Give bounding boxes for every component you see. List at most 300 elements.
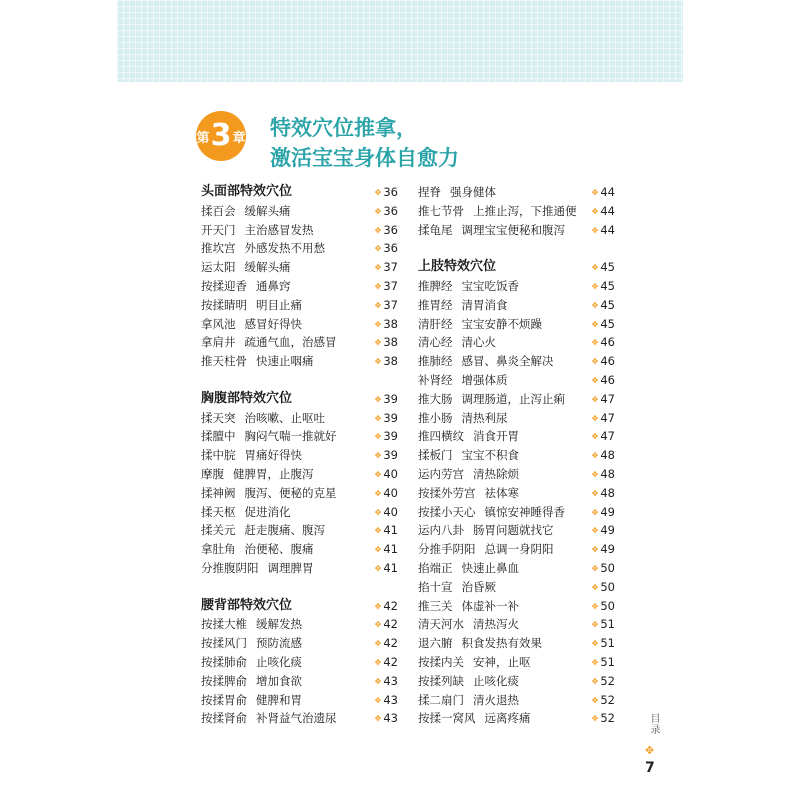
entry-name: 推天柱骨 bbox=[201, 354, 247, 369]
page-number-text: 41 bbox=[383, 523, 398, 538]
entry-description: 胸闷气喘一推就好 bbox=[244, 429, 337, 444]
toc-entry[interactable] bbox=[418, 653, 615, 672]
entry-description: 镇惊安神睡得香 bbox=[484, 504, 565, 519]
diamond-icon: ✥ bbox=[591, 639, 599, 649]
entry-description: 感冒好得快 bbox=[244, 316, 302, 331]
diamond-icon: ✥ bbox=[374, 451, 382, 461]
toc-entry[interactable] bbox=[418, 540, 615, 559]
entry-name: 推胃经 bbox=[418, 297, 453, 312]
page-number-text: 42 bbox=[383, 654, 398, 669]
toc-entry[interactable] bbox=[201, 615, 398, 634]
entry-page bbox=[592, 202, 615, 222]
diamond-icon: ✥ bbox=[374, 620, 382, 630]
spacer bbox=[201, 371, 398, 390]
entry-description: 调理肠道，止泻止痢 bbox=[461, 391, 565, 406]
toc-entry[interactable] bbox=[418, 296, 615, 315]
toc-entry[interactable] bbox=[201, 239, 398, 258]
diamond-icon: ✥ bbox=[374, 601, 382, 611]
entry-description: 预防流感 bbox=[256, 636, 302, 651]
diamond-icon: ✥ bbox=[374, 394, 382, 404]
page-number-text: 49 bbox=[600, 523, 615, 538]
page-number-text: 50 bbox=[600, 598, 615, 613]
entry-page bbox=[375, 352, 398, 372]
page-number-text: 45 bbox=[600, 297, 615, 312]
entry-name: 清天河水 bbox=[418, 617, 464, 632]
entry-page bbox=[375, 239, 398, 259]
page-number-text: 52 bbox=[600, 673, 615, 688]
entry-page bbox=[592, 578, 615, 598]
entry-page bbox=[375, 559, 398, 579]
diamond-icon: ✥ bbox=[591, 357, 599, 367]
entry-description: 治便秘、腹痛 bbox=[244, 542, 314, 557]
page-number-text: 52 bbox=[600, 692, 615, 707]
entry-description: 调理宝宝便秘和腹泻 bbox=[461, 222, 565, 237]
entry-name: 补肾经 bbox=[418, 372, 453, 387]
entry-page bbox=[592, 691, 615, 711]
entry-description: 胃痛好得快 bbox=[244, 448, 302, 463]
entry-name: 推三关 bbox=[418, 598, 453, 613]
diamond-icon: ✥ bbox=[591, 451, 599, 461]
page-number-text: 36 bbox=[383, 222, 398, 237]
entry-description: 祛体寒 bbox=[484, 485, 519, 500]
entry-description: 缓解发热 bbox=[256, 617, 302, 632]
toc-entry[interactable] bbox=[201, 540, 398, 559]
page-number-text: 38 bbox=[383, 316, 398, 331]
diamond-icon: ✥ bbox=[591, 657, 599, 667]
entry-page bbox=[592, 352, 615, 372]
toc-entry[interactable] bbox=[418, 446, 615, 465]
toc-entry[interactable] bbox=[418, 597, 615, 616]
entry-description: 体虚补一补 bbox=[461, 598, 519, 613]
diamond-icon: ✥ bbox=[374, 676, 382, 686]
diamond-icon: ✥ bbox=[374, 225, 382, 235]
entry-page bbox=[375, 221, 398, 241]
entry-description: 健脾胃，止腹泻 bbox=[233, 466, 314, 481]
entry-page bbox=[375, 427, 398, 447]
diamond-icon: ✥ bbox=[374, 714, 382, 724]
entry-description: 止咳化痰 bbox=[473, 673, 519, 688]
diamond-icon: ✥ bbox=[591, 695, 599, 705]
toc-entry[interactable] bbox=[201, 352, 398, 371]
page-number-text: 45 bbox=[600, 260, 615, 275]
entry-name: 按揉睛明 bbox=[201, 297, 247, 312]
page-number-text: 47 bbox=[600, 391, 615, 406]
diamond-icon: ✥ bbox=[591, 432, 599, 442]
chapter-title-line1: 特效穴位推拿， bbox=[270, 116, 417, 140]
entry-name: 按揉一窝风 bbox=[418, 711, 476, 726]
page-number-text: 42 bbox=[383, 617, 398, 632]
toc-entry[interactable] bbox=[201, 221, 398, 240]
toc-section-heading[interactable] bbox=[201, 183, 398, 202]
diamond-icon: ✥ bbox=[591, 281, 599, 291]
entry-page bbox=[375, 672, 398, 692]
entry-description: 外感发热不用愁 bbox=[244, 241, 325, 256]
entry-page bbox=[592, 390, 615, 410]
entry-page bbox=[375, 540, 398, 560]
entry-name: 推脾经 bbox=[418, 278, 453, 293]
entry-name: 按揉肾俞 bbox=[201, 711, 247, 726]
entry-page bbox=[592, 521, 615, 541]
diamond-icon: ✥ bbox=[374, 244, 382, 254]
entry-description: 清热利尿 bbox=[461, 410, 508, 425]
entry-page bbox=[375, 202, 398, 222]
toc-entry[interactable] bbox=[418, 427, 615, 446]
entry-name: 揉中脘 bbox=[201, 448, 236, 463]
diamond-icon: ✥ bbox=[591, 300, 599, 310]
toc-entry[interactable] bbox=[201, 521, 398, 540]
entry-page bbox=[592, 183, 615, 203]
diamond-icon: ✥ bbox=[374, 357, 382, 367]
header-pattern-band bbox=[117, 0, 683, 82]
entry-description: 清热泻火 bbox=[473, 617, 519, 632]
diamond-icon: ✥ bbox=[591, 714, 599, 724]
page-number-text: 38 bbox=[383, 354, 398, 369]
section-title: 腰背部特效穴位 bbox=[201, 597, 293, 613]
entry-name: 揉天突 bbox=[201, 410, 236, 425]
page-number-text: 47 bbox=[600, 410, 615, 425]
entry-page bbox=[375, 315, 398, 335]
entry-description: 肠胃问题就找它 bbox=[473, 523, 554, 538]
toc-left-column bbox=[201, 183, 398, 728]
section-title: 上肢特效穴位 bbox=[418, 259, 497, 275]
entry-name: 揉神阙 bbox=[201, 485, 236, 500]
page-number-text: 47 bbox=[600, 429, 615, 444]
entry-description: 安神，止呕 bbox=[473, 654, 531, 669]
entry-page bbox=[375, 521, 398, 541]
entry-description: 消食开胃 bbox=[473, 429, 519, 444]
page-number-text: 51 bbox=[600, 636, 615, 651]
toc-entry[interactable] bbox=[418, 691, 615, 710]
toc-entry[interactable] bbox=[201, 559, 398, 578]
diamond-icon: ✥ bbox=[374, 639, 382, 649]
diamond-icon: ✥ bbox=[374, 469, 382, 479]
page-number-text: 50 bbox=[600, 579, 615, 594]
toc-entry[interactable] bbox=[201, 709, 398, 728]
page-number-text: 41 bbox=[383, 560, 398, 575]
entry-name: 按揉列缺 bbox=[418, 673, 464, 688]
entry-page bbox=[592, 465, 615, 485]
diamond-icon: ✥ bbox=[374, 319, 382, 329]
diamond-icon: ✥ bbox=[591, 225, 599, 235]
toc-section-heading[interactable] bbox=[201, 390, 398, 409]
entry-page bbox=[592, 709, 615, 729]
toc-entry[interactable] bbox=[201, 427, 398, 446]
entry-name: 分推手阴阳 bbox=[418, 542, 476, 557]
toc-entry[interactable] bbox=[201, 503, 398, 522]
diamond-icon: ✥ bbox=[591, 545, 599, 555]
page-number-text: 37 bbox=[383, 278, 398, 293]
page-number-text: 46 bbox=[600, 335, 615, 350]
entry-page bbox=[375, 296, 398, 316]
entry-description: 远离疼痛 bbox=[484, 711, 531, 726]
entry-description: 明目止痛 bbox=[256, 297, 302, 312]
entry-name: 按揉内关 bbox=[418, 654, 464, 669]
toc-entry[interactable] bbox=[418, 634, 615, 653]
entry-name: 推大肠 bbox=[418, 391, 453, 406]
entry-page bbox=[375, 446, 398, 466]
toc-entry[interactable] bbox=[201, 315, 398, 334]
page-number-text: 48 bbox=[600, 448, 615, 463]
entry-page bbox=[592, 653, 615, 673]
toc-right-column bbox=[418, 183, 615, 728]
entry-name: 揉天枢 bbox=[201, 504, 236, 519]
diamond-icon: ✥ bbox=[374, 563, 382, 573]
toc-entry[interactable] bbox=[418, 672, 615, 691]
entry-page bbox=[375, 615, 398, 635]
toc-entry[interactable] bbox=[418, 709, 615, 728]
toc-entry[interactable] bbox=[201, 634, 398, 653]
entry-description: 清火退热 bbox=[473, 692, 519, 707]
entry-page bbox=[375, 691, 398, 711]
entry-page bbox=[375, 484, 398, 504]
chapter-prefix: 第 bbox=[196, 130, 210, 146]
page-number-text: 43 bbox=[383, 692, 398, 707]
chapter-number: 3 bbox=[210, 118, 232, 153]
toc-entry[interactable] bbox=[201, 484, 398, 503]
diamond-icon: ✥ bbox=[374, 338, 382, 348]
page-number-text: 46 bbox=[600, 372, 615, 387]
entry-page bbox=[592, 333, 615, 353]
toc-entry[interactable] bbox=[201, 277, 398, 296]
entry-description: 调理脾胃 bbox=[267, 560, 314, 575]
entry-description: 感冒、鼻炎全解决 bbox=[461, 354, 554, 369]
entry-name: 按揉脾俞 bbox=[201, 673, 247, 688]
entry-page bbox=[375, 390, 398, 410]
page-number-text: 51 bbox=[600, 617, 615, 632]
entry-description: 治咳嗽、止呕吐 bbox=[244, 410, 325, 425]
page-number-text: 44 bbox=[600, 185, 615, 199]
entry-page bbox=[592, 540, 615, 560]
entry-description: 总调一身阴阳 bbox=[484, 542, 554, 557]
entry-description: 止咳化痰 bbox=[256, 654, 302, 669]
diamond-icon: ✥ bbox=[374, 281, 382, 291]
entry-description: 补肾益气治遗尿 bbox=[256, 711, 337, 726]
toc-entry[interactable] bbox=[201, 691, 398, 710]
entry-name: 退六腑 bbox=[418, 636, 453, 651]
toc-entry[interactable] bbox=[418, 333, 615, 352]
entry-description: 清心火 bbox=[461, 335, 496, 350]
diamond-icon: ✥ bbox=[374, 507, 382, 517]
entry-description: 积食发热有效果 bbox=[461, 636, 542, 651]
entry-description: 主治感冒发热 bbox=[244, 222, 314, 237]
entry-name: 揉关元 bbox=[201, 523, 236, 538]
entry-page bbox=[592, 484, 615, 504]
diamond-icon: ✥ bbox=[591, 469, 599, 479]
entry-page bbox=[375, 258, 398, 278]
page-number-text: 37 bbox=[383, 297, 398, 312]
toc-entry[interactable] bbox=[201, 672, 398, 691]
entry-page bbox=[592, 672, 615, 692]
entry-name: 摩腹 bbox=[201, 466, 224, 481]
page-number-text: 37 bbox=[383, 260, 398, 275]
entry-name: 揉龟尾 bbox=[418, 222, 453, 237]
page-number-text: 40 bbox=[383, 485, 398, 500]
entry-page bbox=[375, 333, 398, 353]
spacer bbox=[418, 239, 615, 258]
entry-page bbox=[592, 277, 615, 297]
page-number-text: 49 bbox=[600, 504, 615, 519]
entry-page bbox=[375, 597, 398, 617]
chapter-title-line2: 激活宝宝身体自愈力 bbox=[270, 146, 459, 170]
toc-entry[interactable] bbox=[418, 277, 615, 296]
entry-name: 运内劳宫 bbox=[418, 466, 464, 481]
toc-entry[interactable] bbox=[418, 503, 615, 522]
toc-entry[interactable] bbox=[201, 409, 398, 428]
page-number-text: 48 bbox=[600, 466, 615, 481]
entry-name: 揉板门 bbox=[418, 448, 453, 463]
entry-page bbox=[592, 371, 615, 391]
diamond-icon: ✥ bbox=[374, 206, 382, 216]
page-number-text: 45 bbox=[600, 278, 615, 293]
toc-entry[interactable] bbox=[418, 315, 615, 334]
entry-description: 强身健体 bbox=[450, 185, 496, 199]
diamond-icon: ✥ bbox=[591, 582, 599, 592]
page-number-text: 50 bbox=[600, 560, 615, 575]
entry-name: 分推腹阴阳 bbox=[201, 560, 259, 575]
diamond-icon: ✥ bbox=[591, 338, 599, 348]
page-number-text: 39 bbox=[383, 410, 398, 425]
diamond-icon: ✥ bbox=[591, 601, 599, 611]
entry-name: 推四横纹 bbox=[418, 429, 464, 444]
toc-entry[interactable] bbox=[201, 653, 398, 672]
entry-name: 清肝经 bbox=[418, 316, 453, 331]
chapter-badge bbox=[196, 111, 246, 161]
entry-description: 增加食欲 bbox=[256, 673, 302, 688]
diamond-icon: ✥ bbox=[374, 263, 382, 273]
section-title: 胸腹部特效穴位 bbox=[201, 390, 293, 406]
entry-page bbox=[592, 221, 615, 241]
toc-entry[interactable] bbox=[418, 484, 615, 503]
page-number-text: 43 bbox=[383, 711, 398, 726]
page-number: 7 bbox=[645, 760, 655, 776]
toc-entry[interactable] bbox=[418, 371, 615, 390]
entry-name: 推肺经 bbox=[418, 354, 453, 369]
entry-name: 捏脊 bbox=[418, 185, 441, 199]
entry-page bbox=[375, 709, 398, 729]
entry-page bbox=[375, 183, 398, 203]
entry-name: 推坎宫 bbox=[201, 241, 236, 256]
diamond-icon: ✥ bbox=[591, 375, 599, 385]
entry-description: 清热除烦 bbox=[473, 466, 519, 481]
diamond-icon: ✥ bbox=[374, 526, 382, 536]
page-number-text: 38 bbox=[383, 335, 398, 350]
diamond-icon: ✥ bbox=[591, 620, 599, 630]
entry-page bbox=[592, 409, 615, 429]
entry-name: 按揉小天心 bbox=[418, 504, 476, 519]
entry-description: 疏通气血，治感冒 bbox=[244, 335, 337, 350]
entry-name: 推七节骨 bbox=[418, 203, 464, 218]
toc-entry[interactable] bbox=[418, 559, 615, 578]
page-number-text: 36 bbox=[383, 203, 398, 218]
entry-name: 按揉大椎 bbox=[201, 617, 247, 632]
entry-name: 清心经 bbox=[418, 335, 453, 350]
entry-description: 促进消化 bbox=[244, 504, 291, 519]
entry-description: 腹泻、便秘的克星 bbox=[244, 485, 337, 500]
entry-name: 掐端正 bbox=[418, 560, 453, 575]
toc-entry[interactable] bbox=[418, 183, 615, 202]
entry-name: 按揉风门 bbox=[201, 636, 247, 651]
diamond-icon: ✥ bbox=[591, 206, 599, 216]
page-number-text: 44 bbox=[600, 222, 615, 237]
toc-entry[interactable] bbox=[201, 465, 398, 484]
entry-description: 缓解头痛 bbox=[244, 260, 291, 275]
toc-entry[interactable] bbox=[201, 258, 398, 277]
entry-name: 揉百会 bbox=[201, 203, 236, 218]
entry-description: 宝宝吃饭香 bbox=[461, 278, 519, 293]
toc-entry[interactable] bbox=[201, 446, 398, 465]
diamond-icon: ✥ bbox=[591, 526, 599, 536]
diamond-icon: ✥ bbox=[591, 319, 599, 329]
page-number-text: 43 bbox=[383, 673, 398, 688]
toc-entry[interactable] bbox=[418, 390, 615, 409]
page-number-text: 46 bbox=[600, 354, 615, 369]
entry-page bbox=[375, 465, 398, 485]
entry-description: 上推止泻，下推通便 bbox=[473, 203, 577, 218]
entry-description: 快速止鼻血 bbox=[461, 560, 519, 575]
diamond-icon: ✥ bbox=[591, 188, 599, 197]
entry-name: 拿肚角 bbox=[201, 542, 236, 557]
diamond-icon: ✥ bbox=[374, 188, 382, 197]
entry-page bbox=[592, 446, 615, 466]
diamond-icon: ✥ bbox=[374, 413, 382, 423]
toc-entry[interactable] bbox=[418, 578, 615, 597]
entry-page bbox=[592, 315, 615, 335]
entry-page bbox=[375, 634, 398, 654]
toc-section-heading[interactable] bbox=[201, 597, 398, 616]
entry-name: 运内八卦 bbox=[418, 523, 464, 538]
diamond-icon: ✥ bbox=[374, 300, 382, 310]
entry-description: 健脾和胃 bbox=[256, 692, 302, 707]
page-number-text: 45 bbox=[600, 316, 615, 331]
diamond-icon: ✥ bbox=[591, 563, 599, 573]
section-title: 头面部特效穴位 bbox=[201, 184, 293, 199]
toc-entry[interactable] bbox=[418, 465, 615, 484]
entry-description: 治昏厥 bbox=[461, 579, 496, 594]
diamond-icon: ✥ bbox=[645, 744, 655, 757]
entry-page bbox=[375, 409, 398, 429]
toc-entry[interactable] bbox=[418, 352, 615, 371]
toc-entry[interactable] bbox=[201, 333, 398, 352]
entry-page bbox=[592, 503, 615, 523]
toc-entry[interactable] bbox=[418, 615, 615, 634]
entry-name: 按揉肺俞 bbox=[201, 654, 247, 669]
diamond-icon: ✥ bbox=[374, 488, 382, 498]
entry-description: 宝宝不积食 bbox=[461, 448, 519, 463]
page-number-text: 41 bbox=[383, 542, 398, 557]
toc-entry[interactable] bbox=[418, 521, 615, 540]
chapter-suffix: 章 bbox=[232, 130, 246, 146]
diamond-icon: ✥ bbox=[374, 657, 382, 667]
toc-section-heading[interactable] bbox=[418, 258, 615, 277]
diamond-icon: ✥ bbox=[591, 263, 599, 273]
diamond-icon: ✥ bbox=[591, 413, 599, 423]
toc-entry[interactable] bbox=[418, 409, 615, 428]
diamond-icon: ✥ bbox=[374, 545, 382, 555]
toc-entry[interactable] bbox=[418, 221, 615, 240]
toc-entry[interactable] bbox=[418, 202, 615, 221]
entry-name: 揉膻中 bbox=[201, 429, 236, 444]
page-number-text: 42 bbox=[383, 636, 398, 651]
entry-page bbox=[592, 427, 615, 447]
toc-entry[interactable] bbox=[201, 202, 398, 221]
page-number-text: 51 bbox=[600, 654, 615, 669]
toc-entry[interactable] bbox=[201, 296, 398, 315]
entry-name: 拿风池 bbox=[201, 316, 236, 331]
entry-description: 赶走腹痛、腹泻 bbox=[244, 523, 325, 538]
page-number-text: 42 bbox=[383, 598, 398, 613]
entry-description: 快速止咽痛 bbox=[256, 354, 314, 369]
page-number-text: 39 bbox=[383, 448, 398, 463]
